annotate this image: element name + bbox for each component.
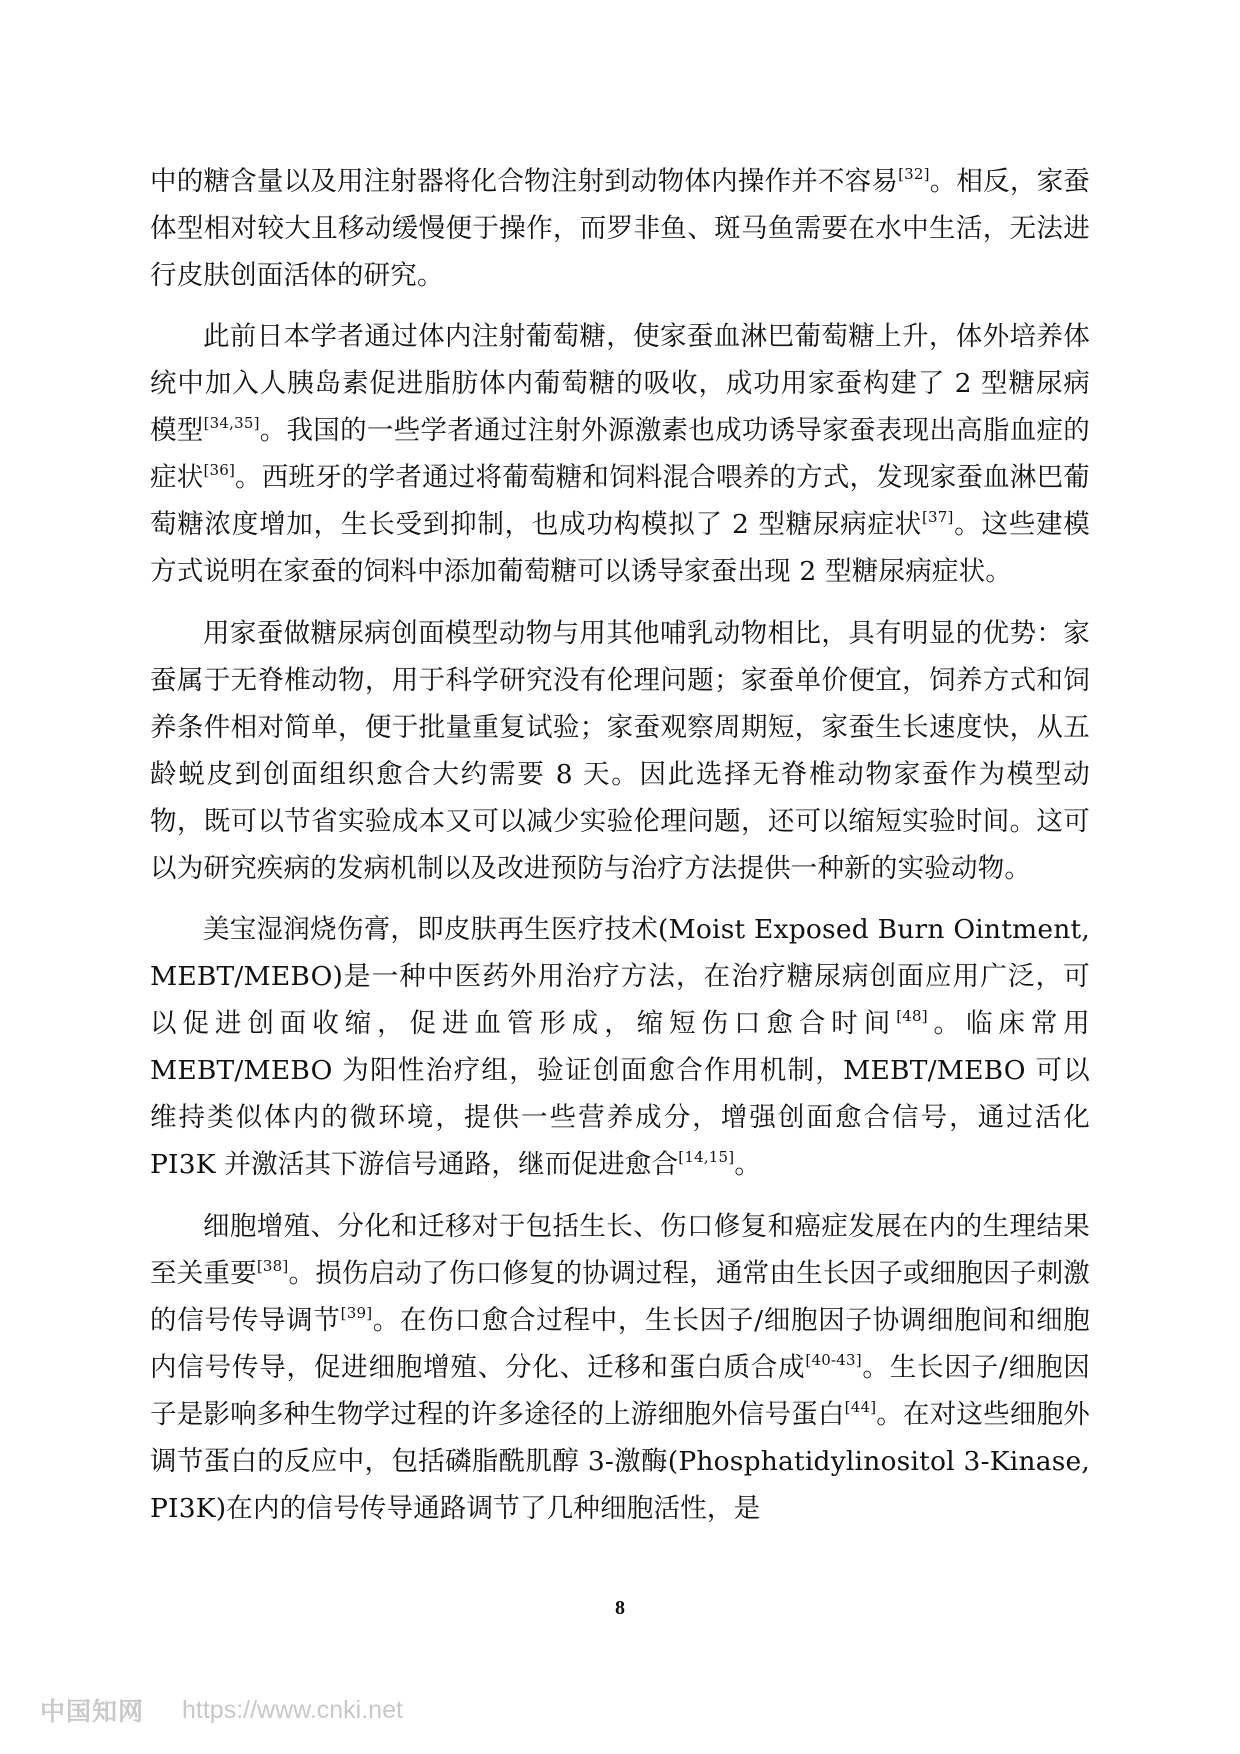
paragraph-text: 此前日本学者通过体内注射葡萄糖，使家蚕血淋巴葡萄糖上升，体外培养体统中加入人胰岛素促进脂肪体内葡萄糖的吸收，成功用家蚕构建了 2 型糖尿病模型	[150, 321, 1090, 447]
paragraph-text: 。	[734, 1149, 762, 1181]
citation-ref: [48]	[896, 1007, 928, 1026]
paragraph-text: 。相反，家蚕体型相对较大且移动缓慢便于操作，而罗非鱼、斑马鱼需要在水中生活，无法进行皮肤创面活体的研究。	[150, 166, 1090, 291]
citation-ref: [34,35]	[203, 414, 260, 433]
page-body	[150, 158, 1090, 1546]
paragraph-text: 。西班牙的学者通过将葡萄糖和饲料混合喂养的方式，发现家蚕血淋巴葡萄糖浓度增加，生长受到抑制，也成功构模拟了 2 型糖尿病症状	[150, 462, 1090, 541]
paragraph-text: 美宝湿润烧伤膏，即皮肤再生医疗技术(Moist Exposed Burn Ointment, MEBT/MEBO)是一种中医药外用治疗方法，在治疗糖尿病创面应用广泛，可以促进创面收缩，促进血管形成，缩短伤口愈合时间	[150, 914, 1090, 1040]
paragraph-text: 用家蚕做糖尿病创面模型动物与用其他哺乳动物相比，具有明显的优势：家蚕属于无脊椎动物，用于科学研究没有伦理问题；家蚕单价便宜，饲养方式和饲养条件相对简单，便于批量重复试验；家蚕观察周期短，家蚕生长速度快，从五龄蜕皮到创面组织愈合大约需要 8 天。因此选择无脊椎动物家蚕作为模型动物，既可以节省实验成本又可以减少实验伦理问题，还可以缩短实验时间。这可以为研究疾病的发病机制以及改进预防与治疗方法提供一种新的实验动物。	[150, 617, 1090, 884]
paragraph-text: 。生长因子/细胞因子是影响多种生物学过程的许多途径的上游细胞外信号蛋白	[150, 1351, 1090, 1430]
body-paragraph	[150, 158, 1090, 299]
paragraph-text: 。损伤启动了伤口修复的协调过程，通常由生长因子或细胞因子刺激的信号传导调节	[150, 1257, 1090, 1336]
citation-ref: [40-43]	[805, 1350, 862, 1369]
paragraph-text: 。在伤口愈合过程中，生长因子/细胞因子协调细胞间和细胞内信号传导，促进细胞增殖、分化、迁移和蛋白质合成	[150, 1304, 1091, 1383]
paragraph-text: 细胞增殖、分化和迁移对于包括生长、伤口修复和癌症发展在内的生理结果至关重要	[150, 1210, 1090, 1289]
paragraph-text: 。临床常用 MEBT/MEBO 为阳性治疗组，验证创面愈合作用机制，MEBT/MEBO 可以维持类似体内的微环境，提供一些营养成分，增强创面愈合信号，通过活化 PI3K 并激活其下游信号通路，继而促进愈合	[150, 1008, 1090, 1181]
citation-ref: [37]	[922, 508, 954, 527]
paragraph-text: 中的糖含量以及用注射器将化合物注射到动物体内操作并不容易	[150, 166, 899, 197]
citation-ref: [36]	[203, 461, 236, 480]
body-paragraph	[150, 610, 1090, 892]
citation-ref: [44]	[844, 1397, 877, 1416]
paragraph-text: 。我国的一些学者通过注射外源激素也成功诱导家蚕表现出高脂血症的症状	[150, 415, 1090, 494]
body-paragraph	[150, 906, 1090, 1188]
watermark-url: https://www.cnki.net	[182, 1695, 403, 1724]
paragraph-text: 。这些建模方式说明在家蚕的饲料中添加葡萄糖可以诱导家蚕出现 2 型糖尿病症状。	[150, 509, 1090, 588]
citation-ref: [32]	[898, 165, 930, 183]
watermark	[40, 1693, 403, 1727]
citation-ref: [39]	[340, 1303, 373, 1322]
citation-ref: [38]	[256, 1256, 289, 1275]
watermark-logo: 中国知网	[40, 1698, 145, 1726]
page-number: 8	[615, 1597, 625, 1619]
citation-ref: [14,15]	[678, 1148, 735, 1167]
body-paragraph	[150, 313, 1090, 595]
paragraph-text: 。在对这些细胞外调节蛋白的反应中，包括磷脂酰肌醇 3-激酶(Phosphatidylinositol 3-Kinase, PI3K)在内的信号传导通路调节了几种细胞活性，是	[150, 1398, 1090, 1524]
body-paragraph	[150, 1203, 1090, 1532]
